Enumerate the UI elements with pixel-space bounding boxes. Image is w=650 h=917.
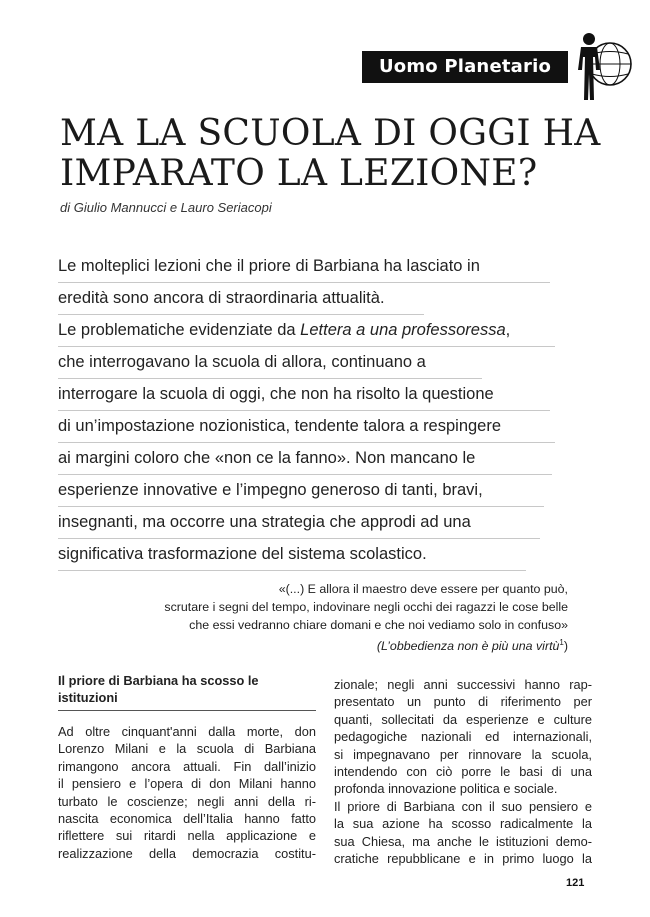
body-line: turbato le coscienze; negli anni della ri- <box>58 793 316 809</box>
body-line: Ad oltre cinquant'anni dalla morte, don <box>58 724 316 739</box>
quote-source-title: (L’obbedienza non è più una virtù <box>376 639 560 654</box>
body-column-left <box>58 672 316 862</box>
body-line: la sua azione ha scosso radicalmente la <box>334 816 592 832</box>
book-title: Lettera a una professoressa <box>300 321 506 339</box>
body-line: pedagogiche nazionali ed internazionali, <box>334 729 592 745</box>
body-line: realizzazione della democrazia costitu- <box>58 845 316 861</box>
quote-line: «(...) E allora il maestro deve essere per quanto può, <box>278 582 568 596</box>
quote-line: che essi vedranno chiare domani e che noi vediamo solo in confuso» <box>189 618 568 632</box>
body-line: riflettere sui ritardi nella applicazione e <box>58 828 316 844</box>
title-line: MA LA SCUOLA DI OGGI HA <box>60 113 601 154</box>
intro-line <box>58 315 555 347</box>
intro-line: significativa trasformazione del sistema scolastico. <box>58 539 526 571</box>
man-with-globe-icon <box>571 30 633 102</box>
subheading-line: Il priore di Barbiana ha scosso le <box>58 673 259 688</box>
body-column-right <box>334 676 592 867</box>
intro-line: eredità sono ancora di straordinaria attualità. <box>58 283 424 315</box>
title-line: IMPARATO LA LEZIONE? <box>60 153 538 194</box>
intro-line: di un’impostazione nozionistica, tendente talora a respingere <box>58 411 555 443</box>
body-line: presentato un punto di riferimento per <box>334 694 592 710</box>
body-line: zionale; negli anni successivi hanno rap- <box>334 677 592 692</box>
body-line: cratiche repubblicane e in primo luogo la <box>334 851 592 867</box>
page-number: 121 <box>566 877 585 889</box>
intro-line: che interrogavano la scuola di allora, continuano a <box>58 347 482 379</box>
body-line: nascita economica dell’Italia hanno fatto <box>58 811 316 827</box>
footnote-marker: 1 <box>559 638 564 647</box>
body-line: Lorenzo Milani e la scuola di Barbiana <box>58 741 316 757</box>
intro-paragraph <box>58 251 558 571</box>
quote-source-close: ) <box>563 639 568 654</box>
intro-line: esperienze innovative e l’impegno generoso di tanti, bravi, <box>58 475 544 507</box>
quote-line: scrutare i segni del tempo, indovinare negli occhi dei ragazzi le cose belle <box>164 600 568 614</box>
body-line: Il priore di Barbiana con il suo pensiero e <box>334 798 592 814</box>
intro-line: Le molteplici lezioni che il priore di Barbiana ha lasciato in <box>58 251 550 283</box>
body-line: rimangono ancora attuali. Fin dall’inizio <box>58 758 316 774</box>
subheading-line: istituzioni <box>58 690 118 705</box>
article-title <box>60 114 620 194</box>
body-line: sua Chiesa, ma anche le istituzioni demo- <box>334 833 592 849</box>
intro-text: Le problematiche evidenziate da <box>58 321 301 339</box>
section-subheading <box>58 672 316 711</box>
body-line: si impegnavano per rinnovare la scuola, <box>334 746 592 762</box>
intro-text: , <box>505 321 511 339</box>
epigraph-quote <box>60 580 568 655</box>
body-line: intendendo con ciò porre le basi di una <box>334 764 592 780</box>
body-line: profonda innovazione politica e sociale. <box>334 781 558 797</box>
intro-line: insegnanti, ma occorre una strategia che approdi ad una <box>58 507 540 539</box>
intro-line: interrogare la scuola di oggi, che non ha risolto la questione <box>58 379 550 411</box>
article-authors: di Giulio Mannucci e Lauro Seriacopi <box>60 200 272 215</box>
intro-line: ai margini coloro che «non ce la fanno». Non mancano le <box>58 443 552 475</box>
section-tag: Uomo Planetario <box>362 51 568 83</box>
quote-source <box>60 634 568 655</box>
body-line: il pensiero e l’opera di don Milani hanno <box>58 776 316 792</box>
body-line: quanti, sollecitati da esperienze e culture <box>334 711 592 727</box>
